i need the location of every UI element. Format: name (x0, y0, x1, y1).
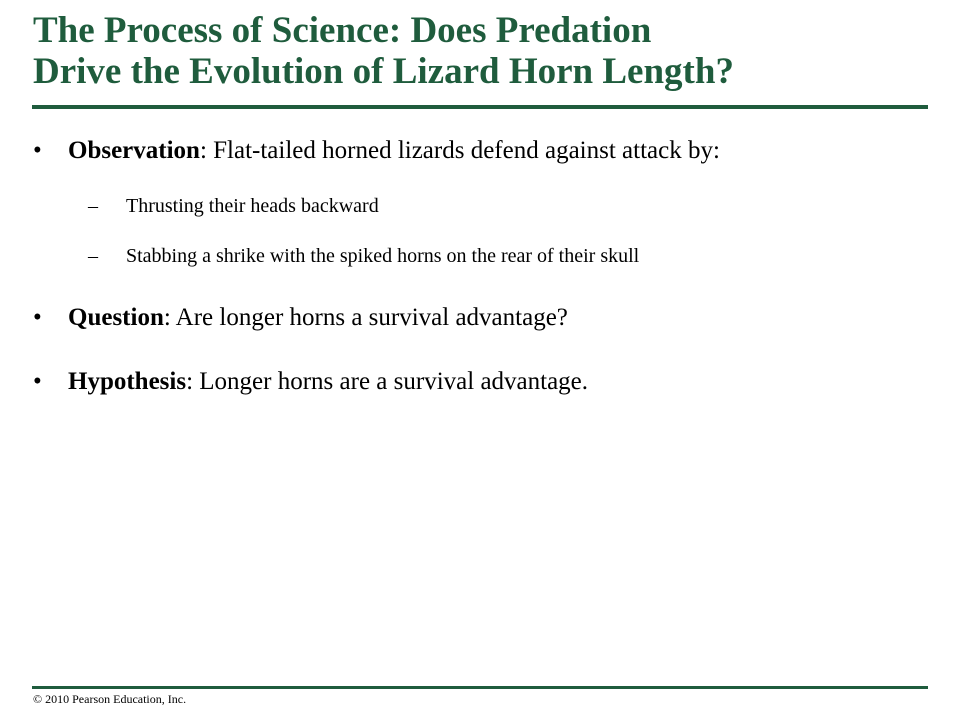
sub-bullet-marker: – (88, 245, 98, 267)
bullet-marker: • (33, 368, 42, 395)
sub-bullet-text: Thrusting their heads backward (126, 195, 379, 217)
bullet-marker: • (33, 304, 42, 331)
slide-title-line-1: The Process of Science: Does Predation (33, 10, 652, 51)
bullet-marker: • (33, 137, 42, 164)
bullet-body: : Flat-tailed horned lizards defend against attack by: (199, 137, 720, 164)
bullet-body: : Are longer horns a survival advantage? (163, 304, 568, 331)
bullet-label: Hypothesis (68, 368, 187, 395)
footer-divider (32, 686, 928, 689)
slide-title (33, 10, 933, 92)
slide-title-line-2: Drive the Evolution of Lizard Horn Length? (33, 51, 734, 92)
bullet-text (68, 136, 720, 166)
bullet-label: Observation (68, 137, 200, 164)
bullet-text (68, 367, 588, 397)
sub-bullet-text: Stabbing a shrike with the spiked horns on the rear of their skull (126, 245, 640, 267)
sub-bullet-marker: – (88, 195, 98, 217)
title-divider (32, 105, 928, 109)
bullet-body: : Longer horns are a survival advantage. (186, 368, 589, 395)
bullet-text (68, 303, 568, 333)
bullet-label: Question (68, 304, 164, 331)
copyright-notice: © 2010 Pearson Education, Inc. (33, 692, 187, 706)
